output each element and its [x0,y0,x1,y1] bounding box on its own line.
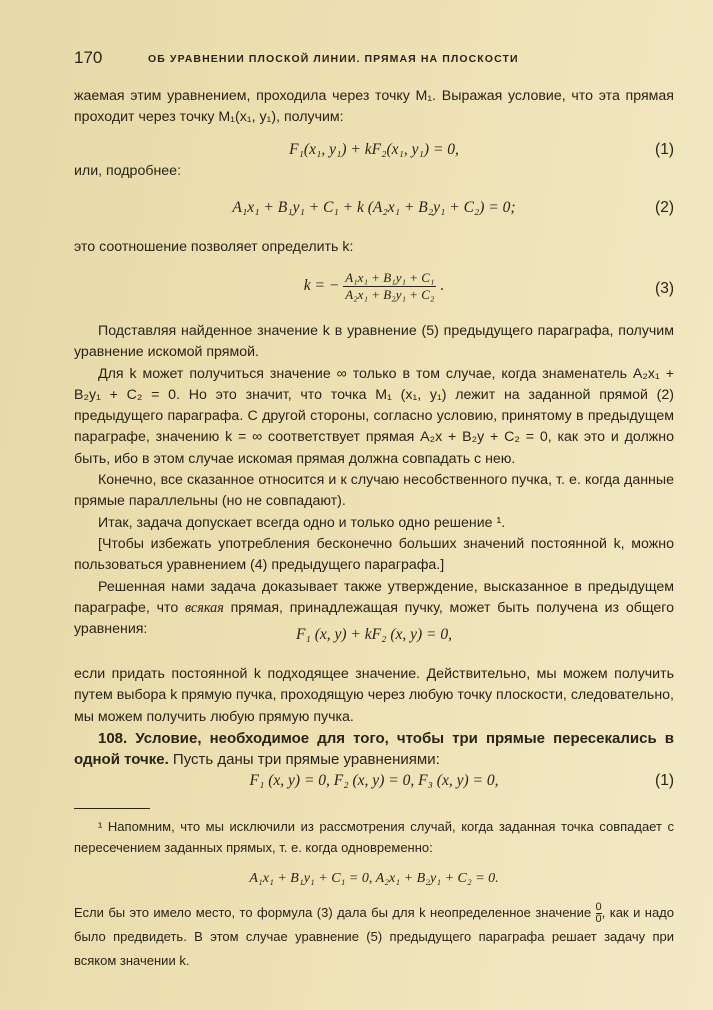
text-run: , как и надо было предвидеть. В этом случае уравнение (5) предыдущего параграфа решает задачу при всяком значении k. [74,905,675,969]
paragraph-body-2 [74,664,674,770]
equation-lhs: k = − [303,277,340,295]
text-run: Напомним, что мы исключили из рассмотрения случай, когда заданная точка совпадает с пересечением заданных прямых, т. е. когда одновременно: [74,819,674,855]
paragraph-body-1 [74,321,674,640]
footnote-text [74,816,674,858]
paragraph-text: Итак, задача допускает всегда одно и только одно решение ¹. [98,514,506,531]
section-108 [74,728,674,771]
fraction-denominator: 0 [595,913,602,926]
equation-text: A₁x₁ + B₁y₁ + C₁ + k (A₂x₁ + B₂y₁ + C₂) = 0; [232,199,516,216]
equation-4 [74,626,674,644]
paragraph-text: это соотношение позволяет определить k: [74,239,354,255]
equation-3 [74,270,674,303]
fraction-numerator: 0 [595,901,602,914]
paragraph-intro [74,86,674,129]
section-number: 108. [98,729,128,747]
paragraph-text: [Чтобы избежать употребления бесконечно больших значений постоянной k, можно пользоваться уравнением (4) предыдущего параграфа.] [74,535,674,574]
equation-number: (1) [655,772,674,789]
section-title: Условие, необходимое для того, чтобы три прямые пересекались в одной точке. [74,729,674,769]
running-title: ОБ УРАВНЕНИИ ПЛОСКОЙ ЛИНИИ. ПРЯМАЯ НА ПЛОСКОСТИ [148,53,519,65]
footnote [74,816,674,973]
page-number: 170 [74,48,103,67]
paragraph-text: Конечно, все сказанное относится и к случаю несобственного пучка, т. е. когда данные прямые параллельны (но не совпадают). [74,472,674,510]
equation-number: (3) [655,280,674,297]
equation-5 [74,772,674,790]
paragraph-text: если придать постоянной k подходящее значение. Действительно, мы можем получить путем выбора k прямую пучка, проходящую через любую точку плоскости, следовательно, мы можем получить любую прямую пучка. [74,666,674,725]
footnote-divider [74,808,150,809]
fraction [343,270,436,303]
text-run: Решенная нами задача доказывает также утверждение, высказанное в предыдущем параграфе, что [74,578,674,616]
text-run: прямая, принадлежащая пучку, может быть получена из общего уравнения: [74,599,674,638]
paragraph-or-more-detailed [74,161,674,182]
footnote-text [74,901,674,973]
equation-text: F₁(x₁, y₁) + kF₂(x₁, y₁) = 0, [289,141,459,158]
equation-text: F₁ (x, y) + kF₂ (x, y) = 0, [295,626,453,643]
equation-number: (2) [655,199,674,216]
paragraph-text: Подставляя найденное значение k в уравнение (5) предыдущего параграфа, получим уравнение искомой прямой. [74,323,674,361]
footnote-marker: ¹ [98,819,103,834]
section-lead: Пусть даны три прямые уравнениями: [168,751,440,769]
fraction-numerator: A₁x₁ + B₁y₁ + C₁ [345,270,435,285]
paragraph-text: или, подробнее: [74,163,182,179]
equation-number: (1) [655,141,674,158]
text-run: Если бы это имело место, то формула (3) дала бы для k неопределенное значение [74,905,596,920]
equation-tail: . [440,277,445,295]
paragraph-determine-k [74,237,674,258]
footnote-equation: A₁x₁ + B₁y₁ + C₁ = 0, A₂x₁ + B₂y₁ + C₂ = 0. [249,871,499,886]
equation-2 [74,199,674,217]
emphasis: всякая [184,599,224,616]
paragraph-text: жаемая этим уравнением, проходила через точку M₁. Выражая условие, что эта прямая проходит через точку M₁(x₁, y₁), получим: [74,88,674,126]
equation-text: F₁ (x, y) = 0, F₂ (x, y) = 0, F₃ (x, y) = 0, [249,772,499,789]
running-head [74,48,674,68]
equation-1 [74,141,674,159]
fraction-denominator: A₂x₁ + B₂y₁ + C₂ [345,287,435,302]
paragraph-text: Для k может получиться значение ∞ только в том случае, когда знаменатель A₂x₁ + B₂y₁ + C₂ = 0. Но это значит, что точка M₁ (x₁, y₁) лежит на заданной прямой (2) предыдущего параграфа. С другой стороны, согласно условию, принятому в предыдущем параграфе, значению k = ∞ соответствует прямая A₂x + B₂y + C₂ = 0, как это и должно быть, ибо в этом случае искомая прямая должна совпадать с нею. [74,365,674,467]
